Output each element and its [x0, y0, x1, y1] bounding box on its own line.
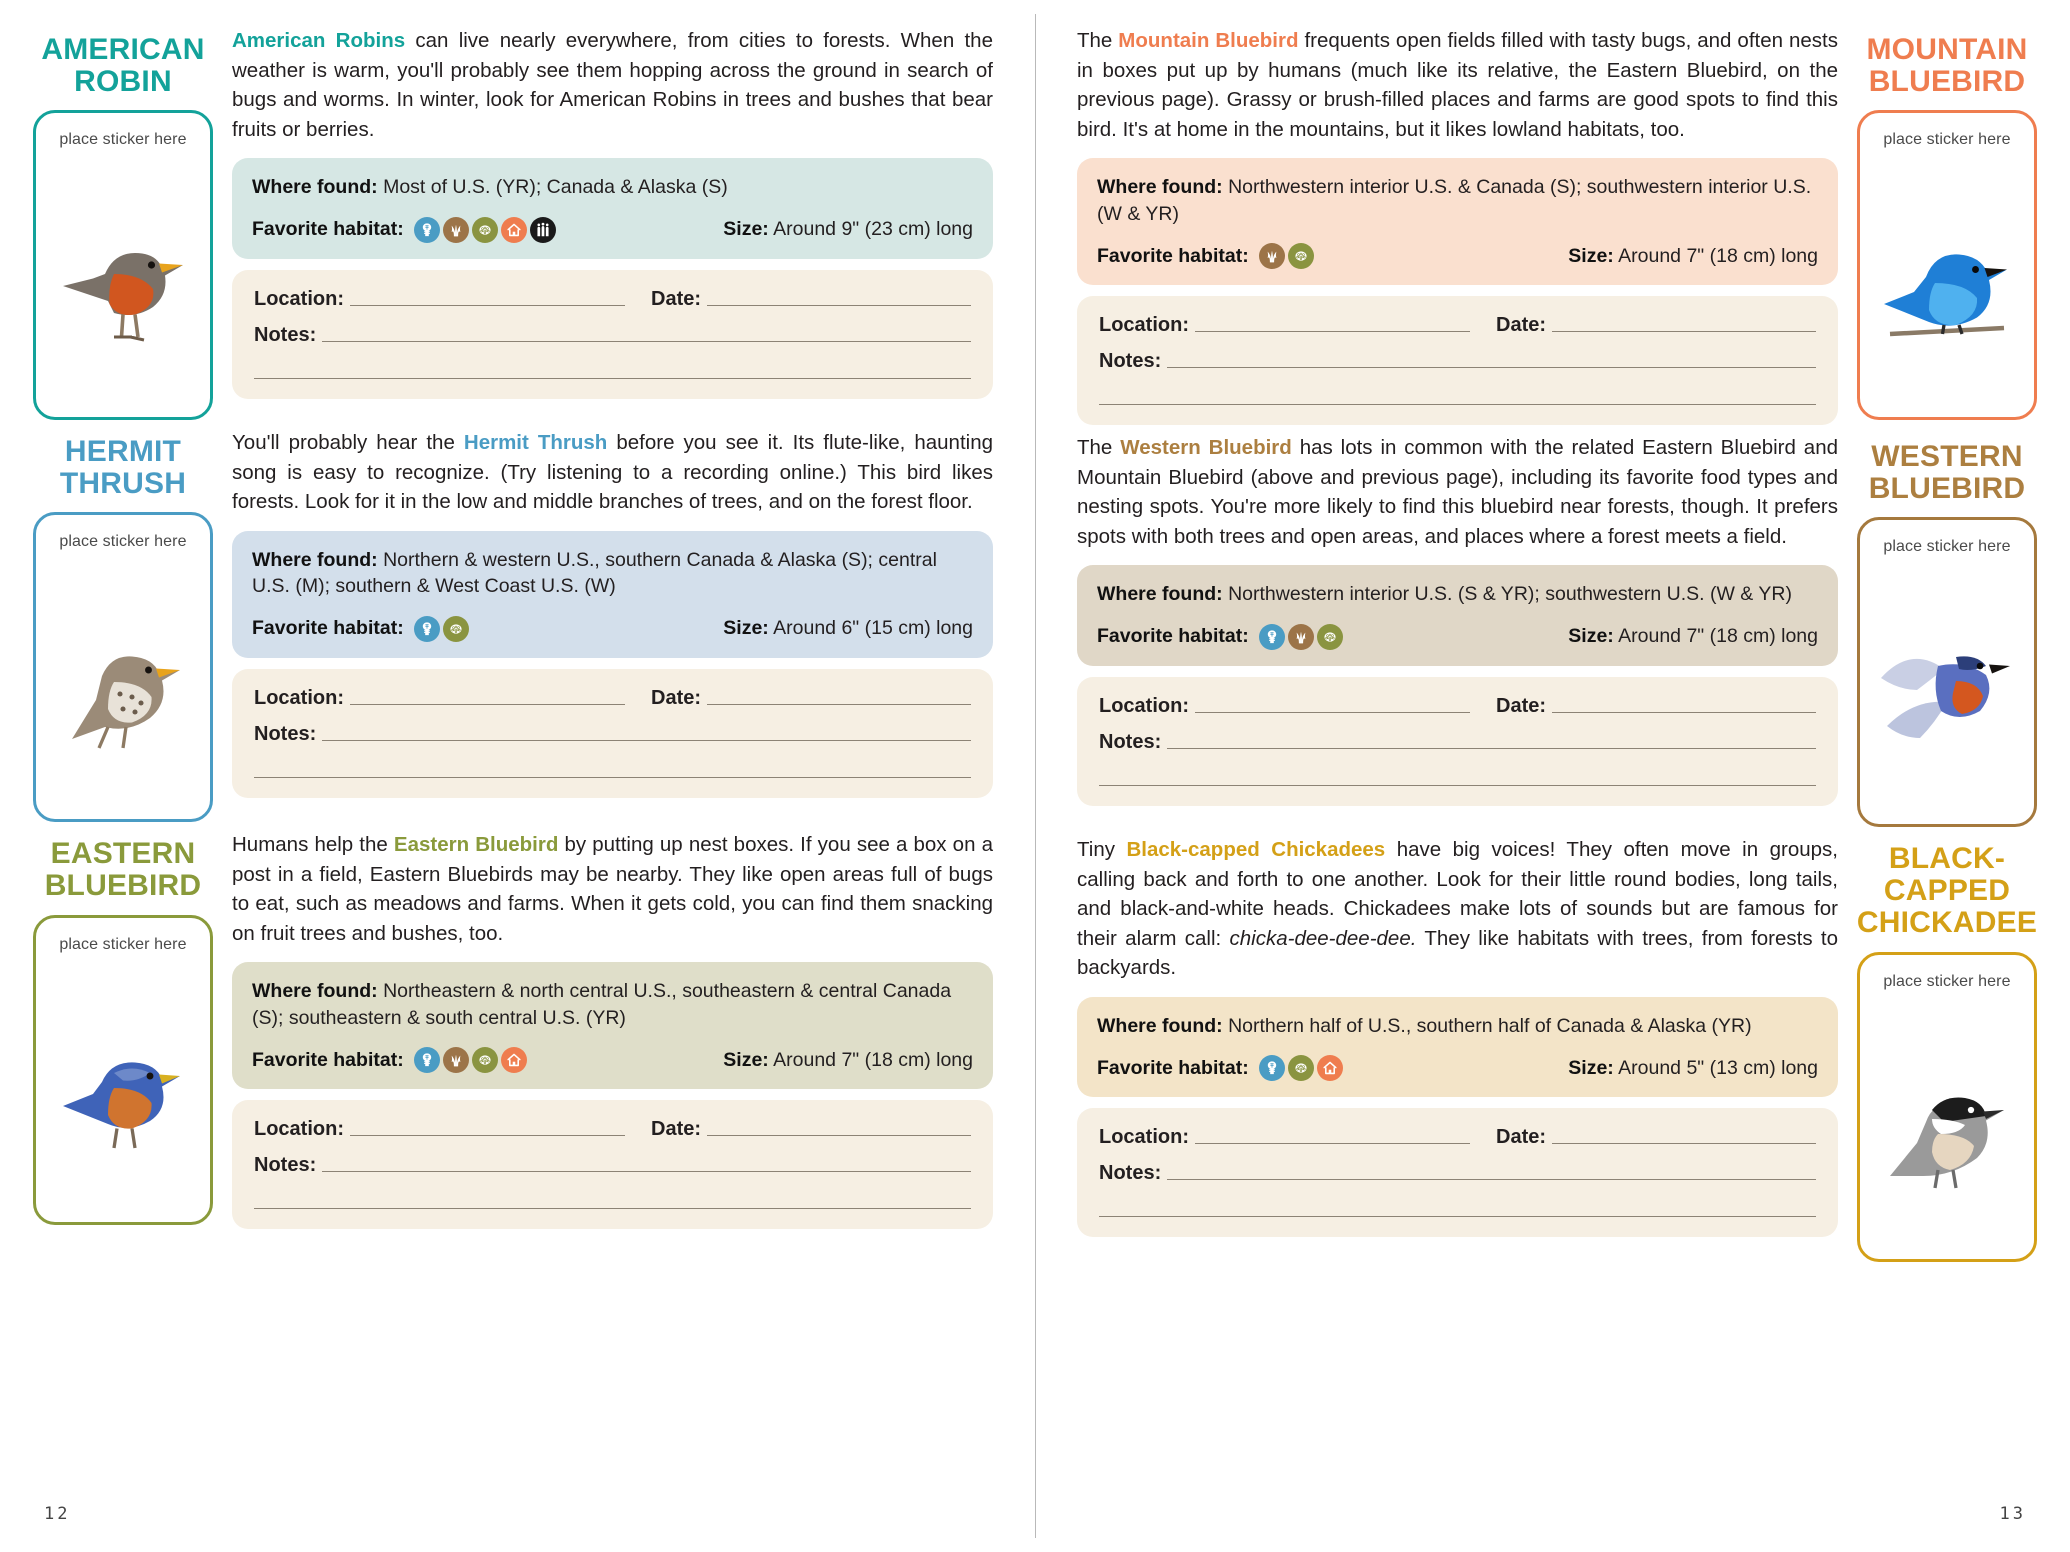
where-found-value: Northern & western U.S., southern Canada & Alaska (S); central U.S. (M); southern & West Coast U.S. (W) [252, 548, 937, 598]
date-input-line[interactable] [707, 1134, 971, 1136]
habitat-size-row [252, 217, 973, 243]
location-input-line[interactable] [1195, 330, 1470, 332]
size-text [723, 617, 973, 640]
page-number-left: 12 [44, 1504, 71, 1524]
where-found-line [252, 978, 973, 1031]
tree-habitat-icon [1259, 624, 1285, 650]
notes-row [254, 723, 971, 746]
size-label: Size: [1568, 1056, 1614, 1079]
bird-entry-western-bluebird [1077, 433, 2040, 827]
bird-illustration-hermit-thrush [36, 551, 210, 819]
media-column-american-robin [30, 26, 216, 420]
bird-entry-eastern-bluebird [30, 830, 993, 1229]
body-column-american-robin [232, 26, 993, 420]
sticker-card-american-robin[interactable] [33, 110, 213, 420]
notes-input-line[interactable] [1167, 366, 1816, 368]
habitat-icon-group [414, 616, 469, 642]
media-column-eastern-bluebird [30, 830, 216, 1229]
sticker-placeholder-label: place sticker here [59, 935, 187, 953]
info-box-eastern-bluebird [232, 962, 993, 1089]
blurb-bird-name: Mountain Bluebird [1118, 29, 1299, 52]
info-box-hermit-thrush [232, 531, 993, 658]
notes-input-line[interactable] [322, 1170, 971, 1172]
where-found-value: Northeastern & north central U.S., southeastern & central Canada (S); southeastern & south central U.S. (YR) [252, 980, 952, 1029]
location-label: Location: [1099, 694, 1189, 717]
notes-label: Notes: [1099, 1162, 1162, 1185]
body-column-western-bluebird [1077, 433, 1838, 827]
blurb-text: before you see it. Its flute-like, haunting song is easy to recognize. (Try listening to a recording online.) This bird likes forests. Look for it in the low and middle branches of trees, and on the forest floor. [232, 431, 993, 514]
favorite-habitat-label: Favorite habitat: [252, 1048, 404, 1071]
info-box-black-capped-chickadee [1077, 997, 1838, 1098]
body-column-eastern-bluebird [232, 830, 993, 1229]
location-label: Location: [254, 287, 344, 310]
size-text [1568, 625, 1818, 648]
location-date-row [1099, 314, 1816, 337]
journal-box-hermit-thrush [232, 669, 993, 798]
tree-habitat-icon [414, 616, 440, 642]
notes-input-line[interactable] [322, 340, 971, 342]
tree-habitat-icon [414, 1047, 440, 1073]
habitat-size-row [1097, 243, 1818, 269]
where-found-label: Where found: [1097, 176, 1223, 199]
bird-illustration-black-capped-chickadee [1860, 991, 2034, 1259]
bird-blurb-mountain-bluebird [1077, 26, 1838, 144]
location-input-line[interactable] [350, 304, 625, 306]
size-label: Size: [723, 617, 769, 640]
size-value: Around 7" (18 cm) long [773, 1048, 973, 1071]
where-found-label: Where found: [1097, 1014, 1223, 1037]
house-habitat-icon [1317, 1055, 1343, 1081]
bird-illustration-american-robin [36, 149, 210, 417]
date-input-line[interactable] [707, 304, 971, 306]
location-label: Location: [254, 1118, 344, 1141]
bird-title-eastern-bluebird: EASTERN BLUEBIRD [44, 837, 202, 903]
blurb-text: by putting up nest boxes. If you see a box on a post in a field, Eastern Bluebirds may be nearby. They like open areas full of bugs to eat, such as meadows and farms. When it gets cold, you can find them snacking on fruit trees and bushes, too. [232, 833, 993, 945]
notes-extra-line[interactable] [1099, 1215, 1816, 1217]
sticker-placeholder-label: place sticker here [59, 533, 187, 551]
habitat-icon-group [1259, 1055, 1343, 1081]
bird-title-hermit-thrush: HERMIT THRUSH [59, 435, 187, 501]
sticker-placeholder-label: place sticker here [1883, 538, 2011, 556]
notes-row [254, 1154, 971, 1177]
location-input-line[interactable] [1195, 1142, 1470, 1144]
sticker-placeholder-label: place sticker here [1883, 131, 2011, 149]
notes-extra-line[interactable] [1099, 403, 1816, 405]
blurb-prefix: You'll probably hear the [232, 431, 464, 455]
habitat-size-row [252, 1047, 973, 1073]
notes-input-line[interactable] [322, 739, 971, 741]
blurb-text: can live nearly everywhere, from cities to forests. When the weather is warm, you'll probably see them hopping across the ground in search of bugs and worms. In winter, look for American Robins in trees and bushes that bear fruits or berries. [232, 29, 993, 141]
where-found-value: Northwestern interior U.S. (S & YR); southwestern U.S. (W & YR) [1228, 583, 1792, 606]
blurb-bird-name: Western Bluebird [1120, 436, 1292, 460]
bird-title-mountain-bluebird: MOUNTAIN BLUEBIRD [1866, 33, 2028, 99]
favorite-habitat-label: Favorite habitat: [252, 218, 404, 241]
bird-illustration-eastern-bluebird [36, 954, 210, 1222]
blurb-bird-name: Eastern Bluebird [393, 833, 559, 857]
info-box-mountain-bluebird [1077, 158, 1838, 285]
size-label: Size: [1568, 244, 1614, 267]
size-text [723, 218, 973, 241]
blurb-tail: They like habitats with trees, from forests to backyards. [1077, 926, 1839, 980]
journal-box-black-capped-chickadee [1077, 1108, 1838, 1237]
blurb-text: frequents open fields filled with tasty bugs, and often nests in boxes put up by humans (much like its relative, the Eastern Bluebird, on the previous page). Grassy or brush-filled places and farms are good spots to find this bird. It's at home in the mountains, but it likes lowland habitats, too. [1077, 29, 1838, 141]
habitat-icon-group [1259, 624, 1343, 650]
notes-label: Notes: [1099, 730, 1162, 753]
bird-entry-black-capped-chickadee [1077, 835, 2040, 1261]
size-label: Size: [1568, 625, 1614, 648]
shrub-habitat-icon [472, 217, 498, 243]
size-value: Around 9" (23 cm) long [773, 218, 973, 241]
where-found-label: Where found: [252, 176, 378, 199]
grass-habitat-icon [443, 217, 469, 243]
blurb-prefix: Tiny [1077, 838, 1127, 862]
blurb-text: has lots in common with the related Eastern Bluebird and Mountain Bluebird (above and previous page), including its favorite food types and nesting spots. You're more likely to find this bluebird near forests, though. It prefers spots with both trees and open areas, and places where a forest meets a field. [1077, 436, 1838, 548]
sticker-card-mountain-bluebird[interactable] [1857, 110, 2037, 420]
notes-label: Notes: [254, 722, 317, 745]
blurb-bird-name: American Robins [232, 29, 406, 52]
bird-title-american-robin: AMERICAN ROBIN [41, 33, 205, 99]
media-column-hermit-thrush [30, 428, 216, 822]
date-label: Date: [651, 287, 702, 310]
where-found-label: Where found: [252, 548, 378, 571]
date-label: Date: [1496, 694, 1547, 717]
bird-blurb-black-capped-chickadee [1077, 835, 1838, 983]
notes-input-line[interactable] [1167, 747, 1816, 749]
favorite-habitat-label: Favorite habitat: [252, 617, 404, 640]
blurb-prefix: The [1077, 29, 1119, 52]
notes-extra-line[interactable] [254, 377, 971, 379]
where-found-label: Where found: [252, 980, 378, 1003]
notes-row [1099, 350, 1816, 373]
sticker-card-western-bluebird[interactable] [1857, 517, 2037, 827]
city-habitat-icon [530, 217, 556, 243]
shrub-habitat-icon [1317, 624, 1343, 650]
tree-habitat-icon [1259, 1055, 1285, 1081]
bird-entry-american-robin [30, 26, 993, 420]
bird-title-western-bluebird: WESTERN BLUEBIRD [1868, 440, 2026, 506]
habitat-icon-group [1259, 243, 1314, 269]
where-found-line [1097, 581, 1818, 608]
bird-illustration-western-bluebird [1860, 556, 2034, 824]
bird-blurb-eastern-bluebird [232, 830, 993, 948]
shrub-habitat-icon [1288, 243, 1314, 269]
blurb-bird-name: Black-capped Chickadees [1126, 838, 1386, 862]
sticker-placeholder-label: place sticker here [1883, 972, 2011, 990]
notes-extra-line[interactable] [254, 776, 971, 778]
date-input-line[interactable] [1552, 330, 1816, 332]
date-label: Date: [1496, 1126, 1547, 1149]
journal-box-eastern-bluebird [232, 1100, 993, 1229]
size-label: Size: [723, 1048, 769, 1071]
shrub-habitat-icon [443, 616, 469, 642]
date-input-line[interactable] [707, 703, 971, 705]
tree-habitat-icon [414, 217, 440, 243]
shrub-habitat-icon [1288, 1055, 1314, 1081]
house-habitat-icon [501, 217, 527, 243]
habitat-size-row [1097, 624, 1818, 650]
sticker-card-black-capped-chickadee[interactable] [1857, 952, 2037, 1262]
date-label: Date: [1496, 314, 1547, 337]
blurb-text: have big voices! They often move in groups, calling back and forth to one another. Look for their little round bodies, long tails, and black-and-white heads. Chickadees make lots of sounds but are famous for their alarm call: [1077, 838, 1839, 950]
location-label: Location: [1099, 1126, 1189, 1149]
size-value: Around 7" (18 cm) long [1618, 244, 1818, 267]
size-value: Around 6" (15 cm) long [773, 617, 973, 640]
habitat-size-row [1097, 1055, 1818, 1081]
body-column-hermit-thrush [232, 428, 993, 822]
grass-habitat-icon [1288, 624, 1314, 650]
bird-illustration-mountain-bluebird [1860, 149, 2034, 417]
favorite-habitat-label: Favorite habitat: [1097, 625, 1249, 648]
grass-habitat-icon [443, 1047, 469, 1073]
notes-input-line[interactable] [1167, 1178, 1816, 1180]
location-date-row [1099, 1126, 1816, 1149]
date-input-line[interactable] [1552, 711, 1816, 713]
habitat-icon-group [414, 217, 556, 243]
size-text [723, 1049, 973, 1072]
where-found-line [252, 547, 973, 600]
size-text [1568, 1057, 1818, 1080]
bird-blurb-hermit-thrush [232, 428, 993, 517]
location-label: Location: [254, 686, 344, 709]
blurb-bird-name: Hermit Thrush [463, 431, 608, 455]
right-page [1035, 0, 2070, 1552]
location-date-row [254, 1118, 971, 1141]
habitat-icon-group [414, 1047, 527, 1073]
blurb-prefix: The [1077, 436, 1121, 460]
media-column-black-capped-chickadee [1854, 835, 2040, 1261]
notes-row [1099, 1162, 1816, 1185]
favorite-habitat-label: Favorite habitat: [1097, 244, 1249, 267]
date-label: Date: [651, 686, 702, 709]
size-text [1568, 245, 1818, 268]
journal-box-western-bluebird [1077, 677, 1838, 806]
habitat-size-row [252, 616, 973, 642]
where-found-value: Most of U.S. (YR); Canada & Alaska (S) [383, 176, 728, 199]
notes-extra-line[interactable] [254, 1207, 971, 1209]
location-label: Location: [1099, 314, 1189, 337]
notes-label: Notes: [1099, 350, 1162, 373]
location-date-row [254, 288, 971, 311]
body-column-mountain-bluebird [1077, 26, 1838, 425]
info-box-western-bluebird [1077, 565, 1838, 666]
bird-entry-hermit-thrush [30, 428, 993, 822]
media-column-western-bluebird [1854, 433, 2040, 827]
date-label: Date: [651, 1118, 702, 1141]
notes-row [254, 324, 971, 347]
info-box-american-robin [232, 158, 993, 259]
bird-entry-mountain-bluebird [1077, 26, 2040, 425]
where-found-label: Where found: [1097, 583, 1223, 606]
page-number-right: 13 [1999, 1504, 2026, 1524]
where-found-line [1097, 1013, 1818, 1040]
location-date-row [1099, 695, 1816, 718]
where-found-line [1097, 174, 1818, 227]
journal-box-mountain-bluebird [1077, 296, 1838, 425]
size-value: Around 7" (18 cm) long [1618, 625, 1818, 648]
size-label: Size: [723, 218, 769, 241]
sticker-card-hermit-thrush[interactable] [33, 512, 213, 822]
location-input-line[interactable] [350, 703, 625, 705]
blurb-italic-call: chicka-dee-dee-dee. [1229, 926, 1417, 950]
where-found-line [252, 174, 973, 201]
journal-box-american-robin [232, 270, 993, 399]
notes-label: Notes: [254, 1154, 317, 1177]
shrub-habitat-icon [472, 1047, 498, 1073]
media-column-mountain-bluebird [1854, 26, 2040, 425]
blurb-prefix: Humans help the [232, 833, 394, 857]
bird-blurb-western-bluebird [1077, 433, 1838, 551]
size-value: Around 5" (13 cm) long [1618, 1056, 1818, 1079]
where-found-value: Northern half of U.S., southern half of Canada & Alaska (YR) [1228, 1014, 1752, 1037]
house-habitat-icon [501, 1047, 527, 1073]
favorite-habitat-label: Favorite habitat: [1097, 1056, 1249, 1079]
sticker-card-eastern-bluebird[interactable] [33, 915, 213, 1225]
notes-extra-line[interactable] [1099, 784, 1816, 786]
bird-blurb-american-robin [232, 26, 993, 144]
notes-label: Notes: [254, 323, 317, 346]
body-column-black-capped-chickadee [1077, 835, 1838, 1261]
location-date-row [254, 687, 971, 710]
notes-row [1099, 731, 1816, 754]
where-found-value: Northwestern interior U.S. & Canada (S); southwestern interior U.S. (W & YR) [1097, 176, 1812, 225]
location-input-line[interactable] [1195, 711, 1470, 713]
grass-habitat-icon [1259, 243, 1285, 269]
date-input-line[interactable] [1552, 1142, 1816, 1144]
location-input-line[interactable] [350, 1134, 625, 1136]
bird-title-black-capped-chickadee: BLACK-CAPPED CHICKADEE [1856, 842, 2038, 940]
sticker-placeholder-label: place sticker here [59, 131, 187, 149]
